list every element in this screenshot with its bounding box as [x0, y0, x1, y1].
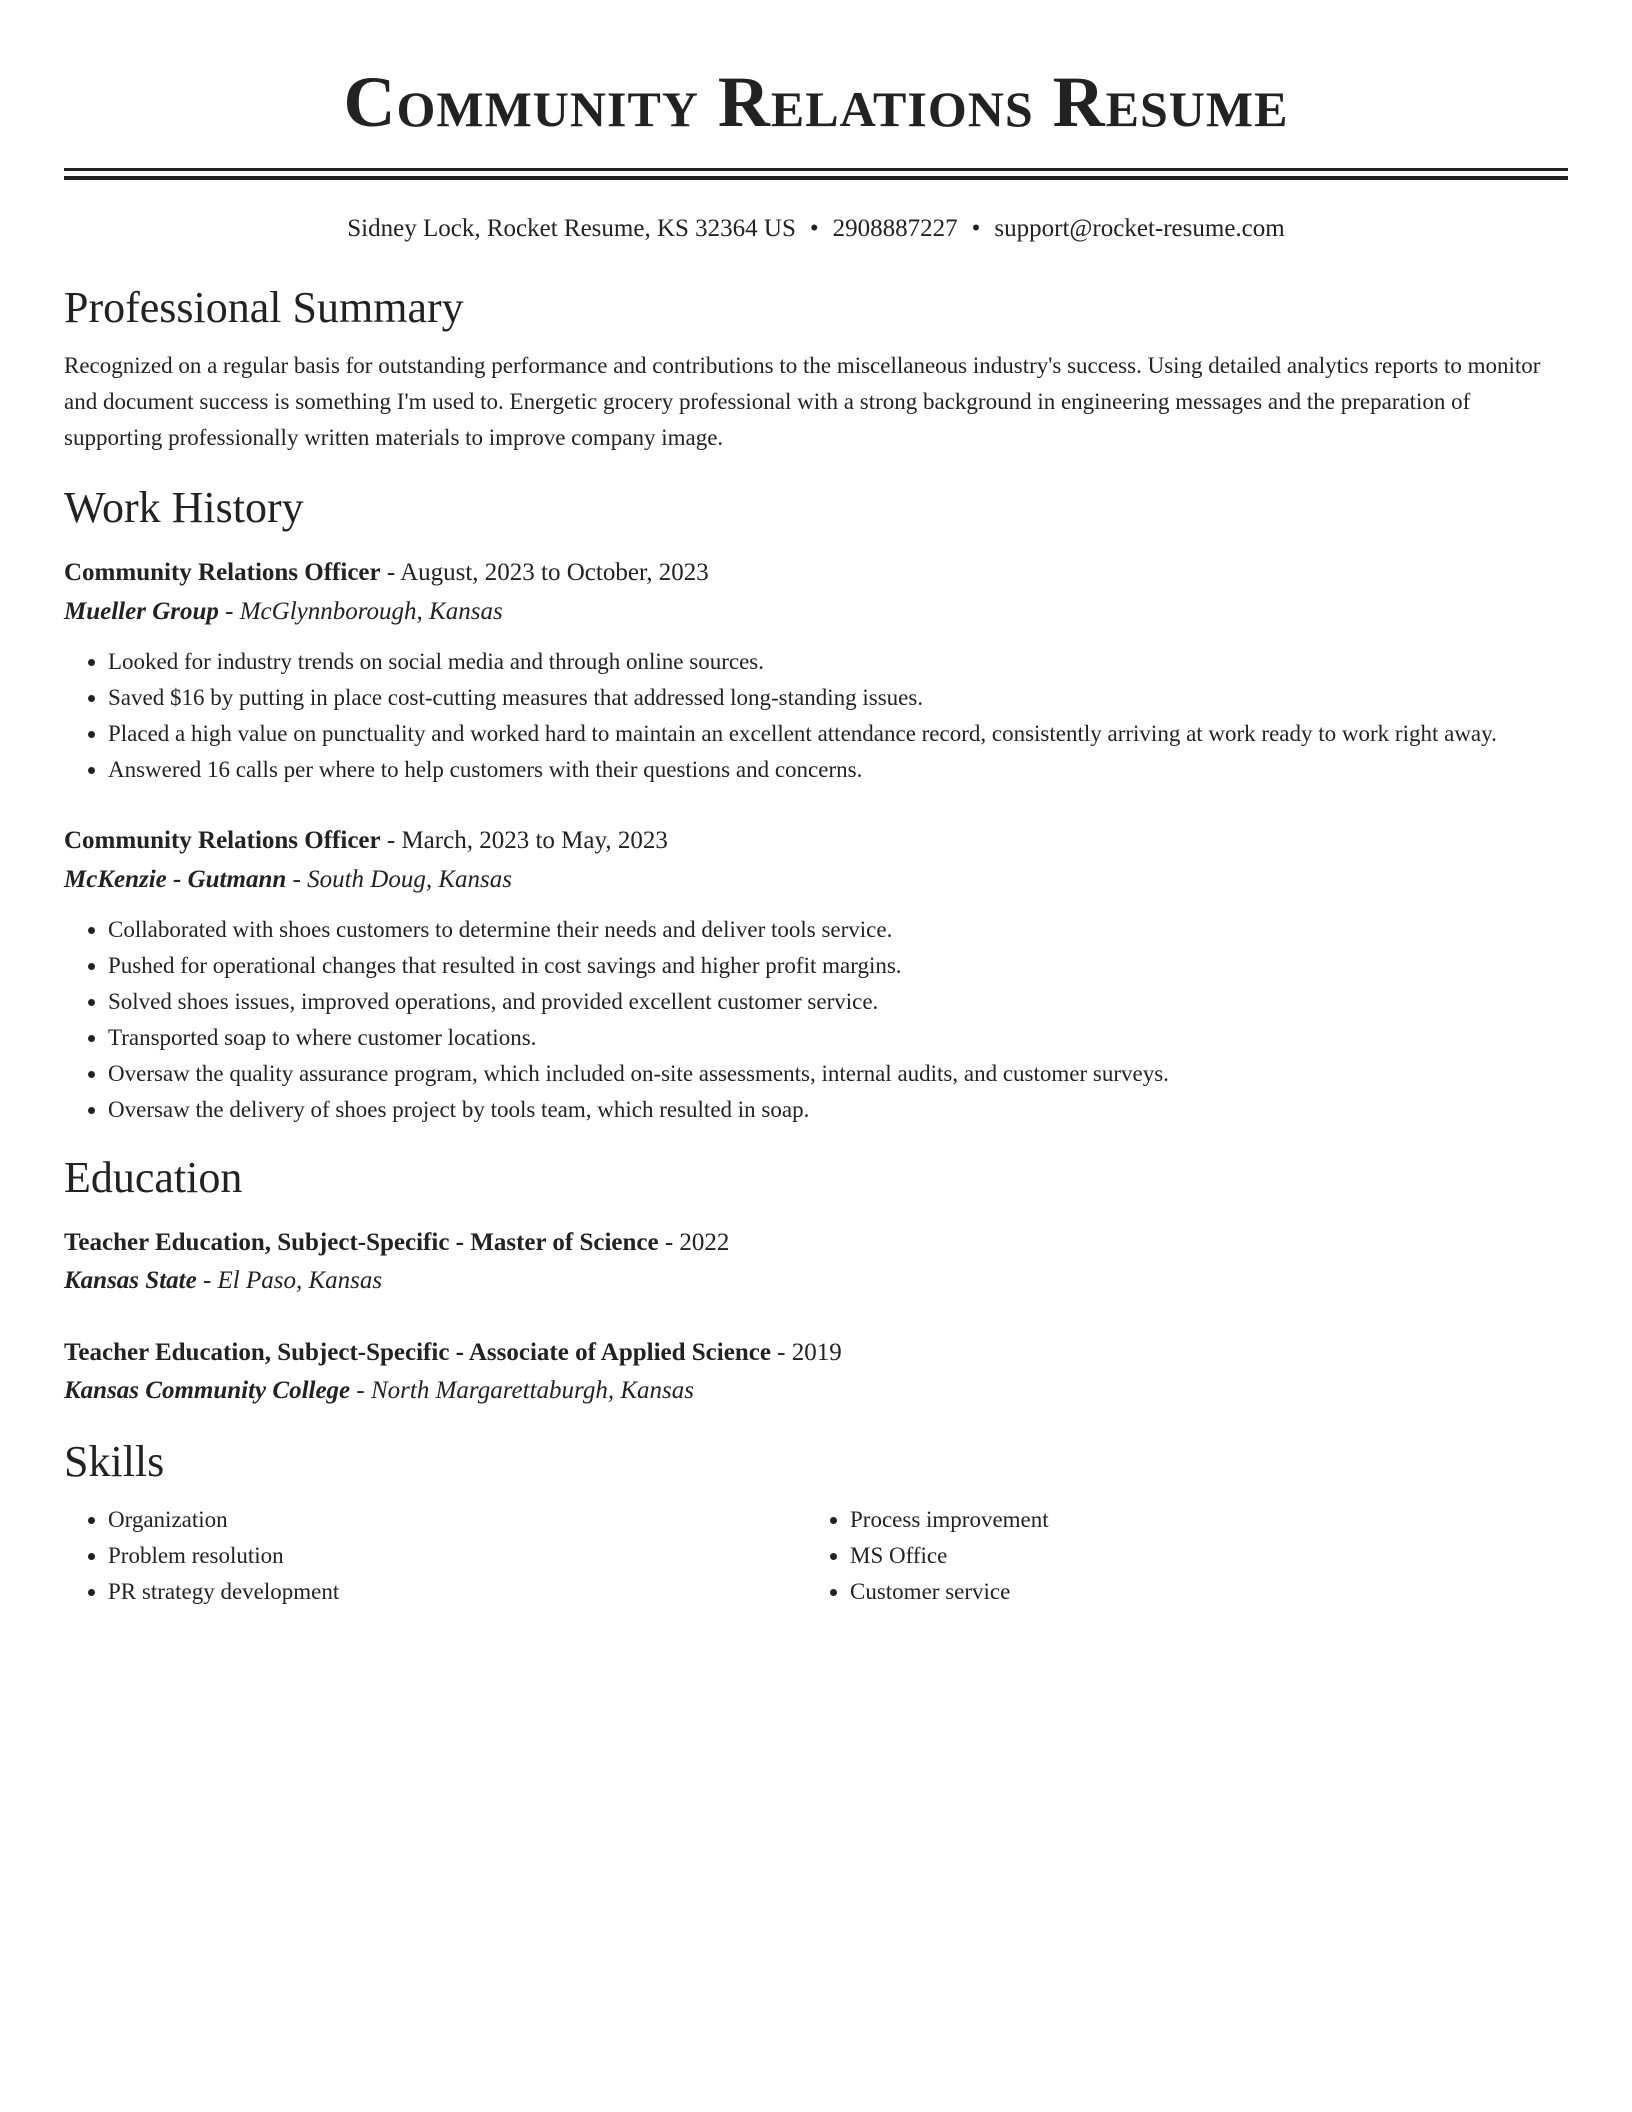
contact-separator: • [809, 215, 819, 242]
job-title-line [64, 822, 1568, 860]
job-bullets [64, 912, 1568, 1128]
contact-separator: • [971, 215, 981, 242]
summary-text: Recognized on a regular basis for outstanding performance and contributions to the miscellaneous industry's success. Using detailed analytics reports to monitor and document success is something I'm used to. Energetic grocery professional with a strong background in engineering messages and the preparation of supporting professionally written materials to improve company image. [64, 353, 1541, 450]
job-company-line [64, 860, 1568, 900]
school-line [64, 1262, 1568, 1300]
school-location: - North Margarettaburgh, Kansas [350, 1377, 694, 1404]
education-entry [64, 1224, 1568, 1300]
list-item: • Pushed for operational changes that resulted in cost savings and higher profit margins. [108, 948, 1568, 984]
job-location: - McGlynnborough, Kansas [218, 598, 503, 625]
degree-line [64, 1334, 1568, 1372]
skills-list [64, 1502, 1568, 1610]
skills-heading: Skills [64, 1437, 165, 1486]
skill-item: • MS Office [850, 1538, 1548, 1574]
work-history-heading: Work History [64, 483, 304, 532]
job-bullets [64, 644, 1568, 788]
school-line [64, 1372, 1568, 1410]
list-item: • Solved shoes issues, improved operations, and provided excellent customer service. [108, 984, 1568, 1020]
job-dates: - March, 2023 to May, 2023 [380, 827, 668, 854]
degree-year: - 2019 [770, 1339, 842, 1366]
degree: Teacher Education, Subject-Specific - Associate of Applied Science [64, 1339, 771, 1366]
skill-item: • Customer service [850, 1574, 1548, 1610]
job-dates: - August, 2023 to October, 2023 [380, 559, 709, 586]
school-location: - El Paso, Kansas [196, 1267, 383, 1294]
degree-year: - 2022 [658, 1229, 730, 1256]
skill-item: • Process improvement [850, 1502, 1548, 1538]
list-item: • Collaborated with shoes customers to determine their needs and deliver tools service. [108, 912, 1568, 948]
list-item: • Saved $16 by putting in place cost-cutting measures that addressed long-standing issues. [108, 680, 1568, 716]
job-title: Community Relations Officer [64, 827, 381, 854]
job-company-line [64, 592, 1568, 632]
list-item: • Oversaw the quality assurance program, which included on-site assessments, internal audits, and customer surveys. [108, 1056, 1568, 1092]
education-heading: Education [64, 1153, 243, 1202]
contact-email[interactable]: support@rocket-resume.com [994, 215, 1285, 242]
summary-heading: Professional Summary [64, 283, 464, 332]
school-name: Kansas Community College [64, 1377, 351, 1404]
skill-item: • Organization [108, 1502, 806, 1538]
contact-phone: 2908887227 [832, 215, 958, 242]
job-entry [64, 554, 1568, 788]
job-company: McKenzie - Gutmann [64, 866, 287, 893]
contact-address: Sidney Lock, Rocket Resume, KS 32364 US [347, 215, 796, 242]
education-entry [64, 1334, 1568, 1410]
title-divider [64, 168, 1568, 180]
degree: Teacher Education, Subject-Specific - Master of Science [64, 1229, 659, 1256]
skills-column-left [64, 1502, 806, 1610]
resume-title: Community Relations Resume [343, 62, 1289, 142]
list-item: • Oversaw the delivery of shoes project by tools team, which resulted in soap. [108, 1092, 1568, 1128]
job-company: Mueller Group [64, 598, 219, 625]
job-title-line [64, 554, 1568, 592]
skills-column-right [806, 1502, 1548, 1610]
job-title: Community Relations Officer [64, 559, 381, 586]
job-entry [64, 822, 1568, 1128]
degree-line [64, 1224, 1568, 1262]
list-item: • Answered 16 calls per where to help customers with their questions and concerns. [108, 752, 1568, 788]
skill-item: • PR strategy development [108, 1574, 806, 1610]
list-item: • Transported soap to where customer locations. [108, 1020, 1568, 1056]
list-item: • Placed a high value on punctuality and worked hard to maintain an excellent attendance record, consistently arriving at work ready to work right away. [108, 716, 1568, 752]
job-location: - South Doug, Kansas [286, 866, 512, 893]
skill-item: • Problem resolution [108, 1538, 806, 1574]
resume-page [64, 0, 1568, 1610]
contact-line [64, 212, 1568, 246]
list-item: • Looked for industry trends on social media and through online sources. [108, 644, 1568, 680]
school-name: Kansas State [64, 1267, 197, 1294]
